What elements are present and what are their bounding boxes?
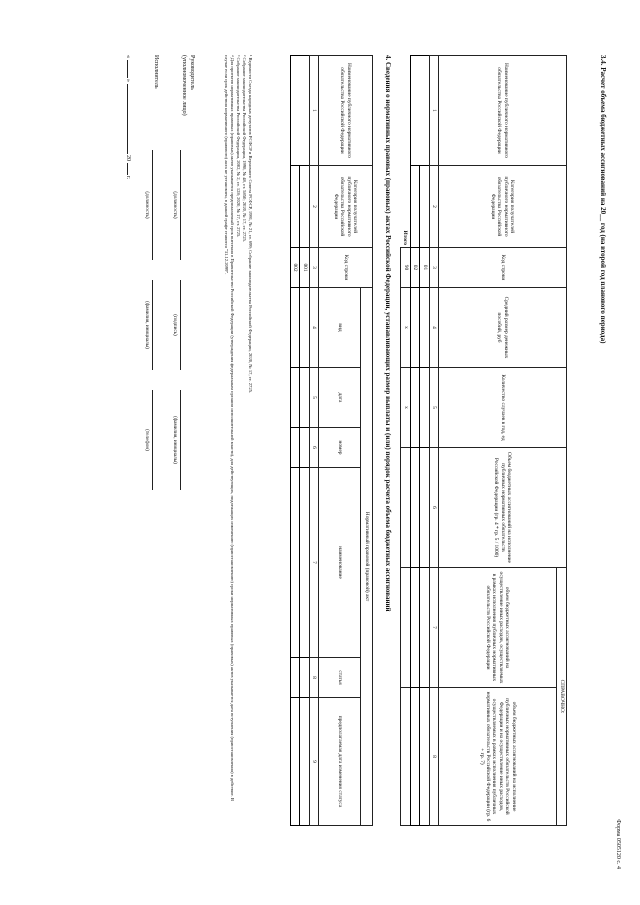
form-code: Форма 0505120 с. 4: [615, 819, 621, 869]
col-number: 3: [309, 248, 318, 288]
col-number: 2: [429, 166, 438, 248]
col-number: 2: [309, 166, 318, 248]
signature-block: [85, 55, 195, 575]
position-caption: (должность): [172, 191, 178, 219]
total-x: х: [401, 288, 410, 368]
data-cell: [401, 448, 410, 568]
data-cell: [410, 688, 419, 826]
data-cell: [420, 448, 429, 568]
data-cell: [410, 568, 419, 688]
rotated-form-sheet: [25, 15, 625, 875]
data-cell: [290, 698, 299, 826]
table-row: [420, 56, 429, 826]
footnote-2: ² Собрание законодательства Российской Федерации, 1998, № 48, ст. 5850; 2020, № 17, ст. 2725.: [242, 55, 248, 243]
data-cell: [420, 688, 429, 826]
section-3-4-title: 3.4. Расчет объема бюджетных ассигнований на 20__ год (на второй год планового периода): [599, 55, 607, 344]
section-4-title: 4. Сведения о нормативных правовых (правовых) актах Российской Федерации, устанавливающих размер выплаты и (или) порядок расчета объема бюджетных ассигнований: [384, 55, 392, 612]
position-line[interactable]: [180, 150, 181, 260]
name-caption: (фамилия, инициалы): [172, 416, 178, 464]
col-number: 5: [309, 368, 318, 428]
header-line-code: Код строки: [319, 248, 373, 288]
col-number: 8: [429, 688, 438, 826]
data-cell: [410, 448, 419, 568]
footnote-3: ³ Собрание законодательства Российской Федерации, 2002, № 2, ст. 128; 2020, № 17, ст. 2725.: [236, 55, 242, 238]
data-cell: [290, 56, 309, 166]
header-average-benefit: Средний размер денежных пособий, руб: [439, 288, 567, 368]
data-cell: [410, 56, 429, 166]
col-number: 7: [309, 468, 318, 658]
header-act-type: вид: [319, 288, 361, 368]
header-line-code: Код строки: [439, 248, 567, 288]
executor-position-line[interactable]: [152, 150, 153, 260]
col-number: 4: [429, 288, 438, 368]
total-x: х: [401, 368, 410, 448]
data-cell: [300, 468, 309, 658]
executor-name-line[interactable]: [152, 280, 153, 370]
footnotes: [223, 55, 253, 815]
header-total-with-other: объем бюджетных ассигнований на исполнение публичных нормативных обязательств Российской Федерации и на осуществление иных расходов, осуществляемых в рамках исполнения публичных нормативных обязательств Российской Федерации (гр. 6 + гр. 7): [439, 688, 557, 826]
header-legal-act: Нормативный правовой (правовой) акт: [361, 288, 373, 826]
data-cell: [300, 658, 309, 698]
data-cell: [401, 688, 410, 826]
col-number: 7: [429, 568, 438, 688]
col-number: 5: [429, 368, 438, 448]
footnote-1: ¹ Ведомости Съезда народных депутатов РСФСР и Верховного Совета РСФСР, 1991, № 21, ст. 699; Собрание законодательства Российской Федерации, 2020, № 17, ст. 2725.: [248, 55, 253, 394]
header-act-name: наименование: [319, 468, 361, 658]
data-cell: [290, 288, 299, 368]
date-year-suffix: г.: [125, 176, 131, 180]
signature-line[interactable]: [180, 280, 181, 370]
section-4-table: [290, 55, 373, 826]
date-row: [124, 55, 132, 179]
row-code: 02: [410, 248, 419, 288]
data-cell: [420, 166, 429, 248]
data-cell: [420, 288, 429, 368]
phone-line[interactable]: [152, 390, 153, 490]
col-number: 3: [429, 248, 438, 288]
data-cell: [290, 428, 299, 468]
executor-position-caption: (должность): [144, 191, 150, 219]
signature-caption: (подпись): [172, 314, 178, 336]
col-number: 4: [309, 288, 318, 368]
name-line[interactable]: [180, 390, 181, 490]
header-act-article: статья: [319, 658, 361, 698]
total-row: [401, 56, 410, 826]
header-act-date: дата: [319, 368, 361, 428]
header-obligation-name: Наименование публичного нормативного обязательства Российской Федерации: [319, 56, 373, 166]
row-code: 002: [290, 248, 299, 288]
header-act-number: номер: [319, 428, 361, 468]
header-obligation-name: Наименование публичного нормативного обязательства Российской Федерации: [439, 56, 567, 166]
table-row: [300, 56, 309, 826]
header-other-expenses: объем бюджетных ассигнований на осуществление иных расходов, осуществляемых в рамках исполнения публичных нормативных обязательств Российской Федерации: [439, 568, 557, 688]
col-number: 9: [309, 698, 318, 826]
date-open-quote: «: [125, 55, 131, 58]
data-cell: [401, 568, 410, 688]
data-cell: [410, 288, 419, 368]
total-label: Итого: [402, 230, 409, 245]
data-cell: [300, 368, 309, 428]
header-cases-per-year: Количество случаев в год, ед: [439, 368, 567, 448]
phone-caption: (телефон): [144, 429, 150, 451]
data-cell: [300, 698, 309, 826]
data-cell: [290, 468, 299, 658]
data-cell: [420, 368, 429, 448]
date-close-quote: »: [125, 79, 131, 82]
head-sub: (уполномоченное лицо): [181, 55, 187, 116]
date-day-field[interactable]: [127, 60, 128, 78]
row-code: 01: [420, 248, 429, 288]
date-year-prefix: 20: [125, 155, 131, 161]
executor-name-caption: (фамилия, инициалы): [144, 301, 150, 349]
table-row: [410, 56, 419, 826]
head-label: Руководитель: [189, 55, 195, 90]
data-cell: [290, 658, 299, 698]
footnote-4: ⁴ Для проектов нормативных правовых (правовых) актов указывается предполагаемый срок внесения в Правительство Российской Федерации (утверждения федеральным органом исполнительной власти), для действующих, подлежащих изменению (приостановлению) сроки нормативных правовых (правовых) актов указывается дата вступления (приостановления) в действие. В случае если срок действия нормативного (правового) акта не установлен, в данной графе ставится "31.12.2099".: [224, 55, 236, 801]
data-cell: [300, 288, 309, 368]
total-code: 90: [401, 248, 410, 288]
header-spravochno: СПРАВОЧНО:: [557, 568, 567, 826]
data-cell: [300, 428, 309, 468]
header-recipient-category: Категория получателей публичного нормативного обязательства Российской Федерации: [439, 166, 567, 248]
header-status-date: предполагаемая дата изменения статуса: [319, 698, 361, 826]
section-3-4-table: [400, 55, 567, 826]
row-code: 001: [300, 248, 309, 288]
header-budget-volume: Объем бюджетных ассигнований на исполнение публичных нормативных обязательств Российской Федерации (гр. 4 * гр. 5 / 1000): [439, 448, 567, 568]
executor-label: Исполнитель: [153, 55, 159, 89]
data-cell: [410, 166, 419, 248]
data-cell: [290, 166, 299, 248]
table-row: [290, 56, 299, 826]
col-number: 8: [309, 658, 318, 698]
date-year-field[interactable]: [127, 163, 128, 175]
col-number: 6: [429, 448, 438, 568]
data-cell: [410, 368, 419, 448]
col-number: 6: [309, 428, 318, 468]
col-number: 1: [429, 56, 438, 166]
data-cell: [290, 368, 299, 428]
date-month-field[interactable]: [127, 84, 128, 154]
data-cell: [300, 166, 309, 248]
col-number: 1: [309, 56, 318, 166]
header-recipient-category: Категория получателей публичного нормативного обязательства Российской Федерации: [319, 166, 373, 248]
data-cell: [420, 568, 429, 688]
